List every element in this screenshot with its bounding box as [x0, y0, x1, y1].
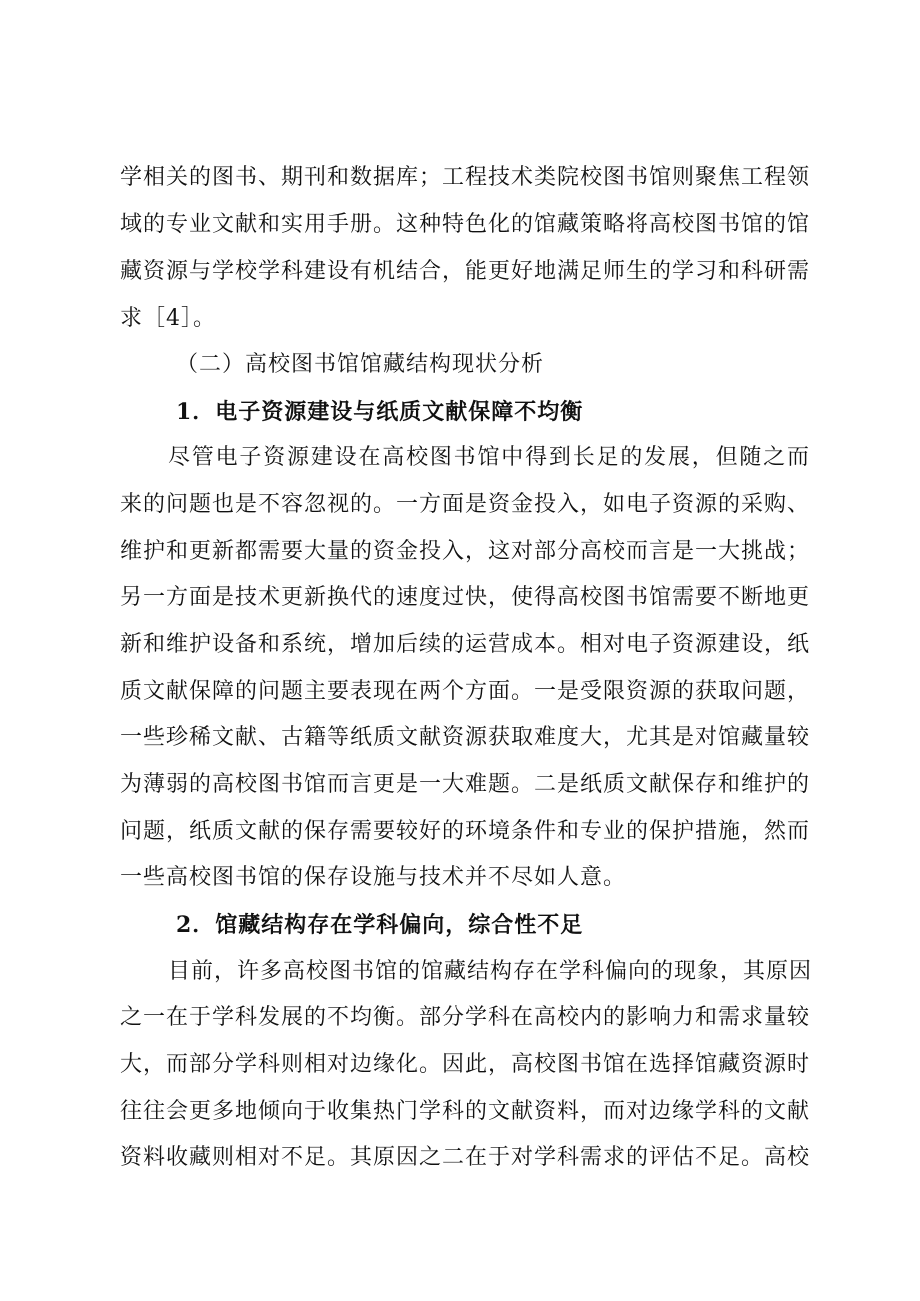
paragraph-line: 藏资源与学校学科建设有机结合，能更好地满足师生的学习和科研需 — [120, 259, 811, 284]
paragraph-line: 另一方面是技术更新换代的速度过快，使得高校图书馆需要不断地更 — [120, 585, 811, 610]
paragraph-line: 问题，纸质文献的保存需要较好的环境条件和专业的保护措施，然而 — [120, 819, 811, 844]
subsection-heading: 2．馆藏结构存在学科偏向，综合性不足 — [176, 912, 584, 938]
paragraph-line: 质文献保障的问题主要表现在两个方面。一是受限资源的获取问题， — [120, 679, 811, 704]
paragraph-line: 尽管电子资源建设在高校图书馆中得到长足的发展，但随之而 — [168, 445, 810, 470]
paragraph-line: 目前，许多高校图书馆的馆藏结构存在学科偏向的现象，其原因 — [168, 959, 813, 984]
paragraph-line: 学相关的图书、期刊和数据库；工程技术类院校图书馆则聚焦工程领 — [120, 165, 811, 190]
section-heading: （二）高校图书馆馆藏结构现状分析 — [176, 352, 545, 377]
subsection-heading: 1．电子资源建设与纸质文献保障不均衡 — [176, 399, 584, 425]
paragraph-line: 大，而部分学科则相对边缘化。因此，高校图书馆在选择馆藏资源时 — [120, 1052, 811, 1077]
paragraph-line: 之一在于学科发展的不均衡。部分学科在高校内的影响力和需求量较 — [120, 1005, 811, 1030]
paragraph-line: 来的问题也是不容忽视的。一方面是资金投入，如电子资源的采购、 — [120, 492, 811, 517]
paragraph-line: 一些高校图书馆的保存设施与技术并不尽如人意。 — [120, 865, 627, 890]
paragraph-line: 新和维护设备和系统，增加后续的运营成本。相对电子资源建设，纸 — [120, 632, 811, 657]
paragraph-line: 域的专业文献和实用手册。这种特色化的馆藏策略将高校图书馆的馆 — [120, 212, 811, 237]
paragraph-line: 资料收藏则相对不足。其原因之二在于对学科需求的评估不足。高校 — [120, 1145, 811, 1170]
paragraph-line: 一些珍稀文献、古籍等纸质文献资源获取难度大，尤其是对馆藏量较 — [120, 725, 811, 750]
paragraph-line: 往往会更多地倾向于收集热门学科的文献资料，而对边缘学科的文献 — [120, 1099, 811, 1124]
paragraph-line: 为薄弱的高校图书馆而言更是一大难题。二是纸质文献保存和维护的 — [120, 772, 811, 797]
paragraph-line: 维护和更新都需要大量的资金投入，这对部分高校而言是一大挑战； — [120, 539, 811, 564]
paragraph-line: 求［4］。 — [120, 306, 216, 331]
